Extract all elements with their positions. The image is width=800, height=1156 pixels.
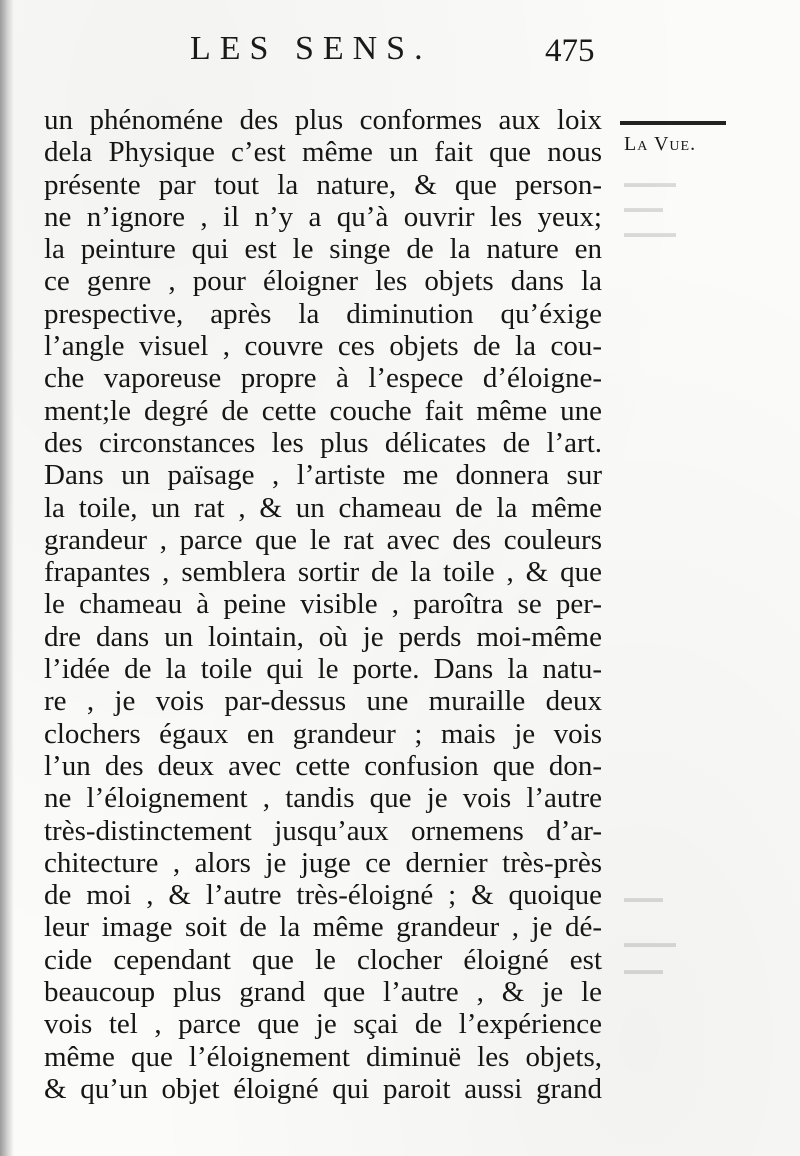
- text-line: prespective, après la diminution qu’éxige: [44, 297, 602, 330]
- text-line: & qu’un objet éloigné qui paroit aussi grand: [44, 1072, 602, 1105]
- text-line: beaucoup plus grand que l’autre , & je le: [44, 976, 602, 1009]
- text-line: l’un des deux avec cette confusion que don-: [44, 749, 602, 782]
- bleed-through-mark: ▬▬▬: [624, 200, 663, 215]
- text-line: Dans un païsage , l’artiste me donnera sur: [44, 459, 602, 492]
- bleed-through-mark: ▬▬▬▬: [624, 225, 676, 240]
- text-line: ment;le degré de cette couche fait même une: [44, 394, 602, 427]
- text-line: la peinture qui est le singe de la nature en: [44, 233, 602, 266]
- text-line: ce genre , pour éloigner les objets dans la: [44, 265, 602, 298]
- text-line: vois tel , parce que je sçai de l’expérience: [44, 1008, 602, 1041]
- text-line: dela Physique c’est même un fait que nous: [44, 136, 602, 169]
- text-line: le chameau à peine visible , paroîtra se per-: [44, 588, 602, 621]
- running-header-title: LES SENS.: [190, 30, 432, 67]
- text-line: dre dans un lointain, où je perds moi-même: [44, 620, 602, 653]
- text-line: chitecture , alors je juge ce dernier très-près: [44, 846, 602, 879]
- text-line: de moi , & l’autre très-éloigné ; & quoique: [44, 879, 602, 912]
- body-text: [44, 104, 602, 1105]
- margin-note: La Vue.: [624, 133, 697, 155]
- bleed-through-mark: ▬▬▬: [624, 962, 663, 977]
- bleed-through-mark: ▬▬▬: [624, 890, 663, 905]
- bleed-through-mark: ▬▬▬▬: [624, 935, 676, 950]
- bleed-through-mark: ▬▬▬▬: [624, 175, 676, 190]
- margin-rule: [620, 121, 726, 125]
- text-line: che vaporeuse propre à l’espece d’éloigne-: [44, 362, 602, 395]
- text-line: un phénoméne des plus conformes aux loix: [44, 104, 602, 136]
- page-number: 475: [545, 33, 595, 69]
- text-line: ne n’ignore , il n’y a qu’à ouvrir les yeux;: [44, 200, 602, 233]
- text-line: re , je vois par-dessus une muraille deux: [44, 685, 602, 718]
- text-line: ne l’éloignement , tandis que je vois l’autre: [44, 782, 602, 815]
- text-line: grandeur , parce que le rat avec des couleurs: [44, 523, 602, 556]
- text-line: clochers égaux en grandeur ; mais je vois: [44, 717, 602, 750]
- text-line: leur image soit de la même grandeur , je dé-: [44, 911, 602, 944]
- text-line: l’idée de la toile qui le porte. Dans la natu-: [44, 653, 602, 686]
- text-line: frapantes , semblera sortir de la toile , & que: [44, 556, 602, 589]
- text-line: des circonstances les plus délicates de l’art.: [44, 426, 602, 459]
- text-line: la toile, un rat , & un chameau de la même: [44, 491, 602, 524]
- text-line: cide cependant que le clocher éloigné est: [44, 943, 602, 976]
- text-line: même que l’éloignement diminuë les objets,: [44, 1040, 602, 1073]
- text-line: présente par tout la nature, & que person-: [44, 168, 602, 201]
- text-line: très-distinctement jusqu’aux ornemens d’ar-: [44, 814, 602, 847]
- page-gutter-shadow: [0, 0, 14, 1156]
- text-line: l’angle visuel , couvre ces objets de la cou-: [44, 330, 602, 363]
